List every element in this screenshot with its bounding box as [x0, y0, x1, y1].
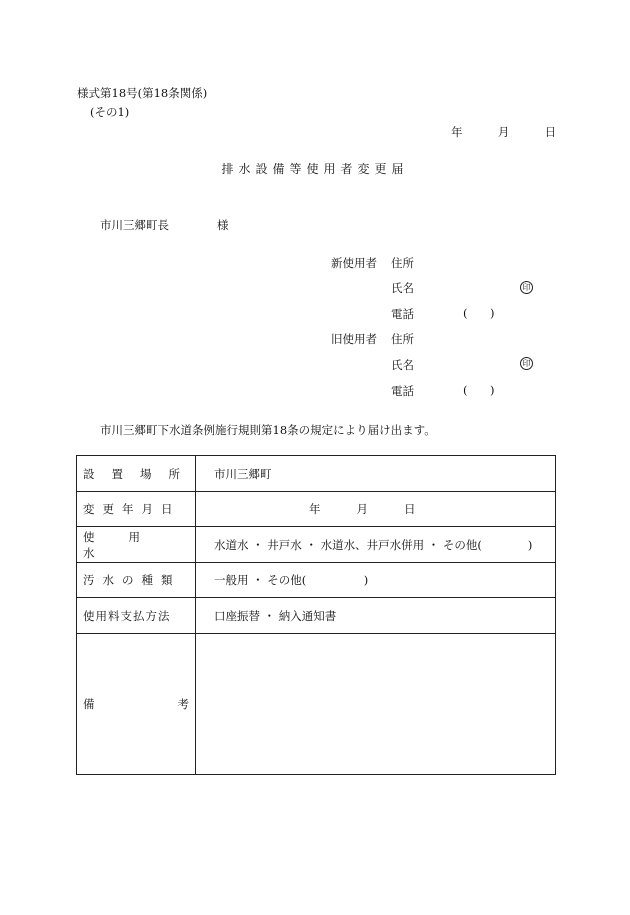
payment-method-label-cell: [77, 598, 196, 634]
table-row-location: [77, 456, 556, 492]
new-user-phone-paren-close: ): [490, 306, 495, 320]
old-user-phone-paren-close: ): [490, 383, 495, 397]
declaration-statement: 市川三郷町下水道条例施行規則第18条の規定により届け出ます。: [100, 423, 436, 437]
old-user-address-label: 住所: [391, 332, 414, 346]
addressee-honorific: 様: [217, 218, 229, 232]
old-user-seal-icon: 印: [520, 357, 533, 370]
addressee-name: 市川三郷町長: [100, 218, 169, 232]
table-row-change-date: [77, 492, 556, 527]
remarks-label-left: 備: [83, 697, 95, 711]
location-value: 市川三郷町: [196, 456, 556, 492]
table-row-water-source: [77, 527, 556, 563]
table-row-wastewater-type: [77, 563, 556, 598]
payment-method-value: 口座振替 ・ 納入通知書: [196, 598, 556, 634]
new-user-phone-label: 電話: [391, 307, 414, 321]
new-user-name-label: 氏名: [391, 281, 414, 295]
location-label-cell: [77, 456, 196, 492]
submission-date: [451, 124, 556, 140]
old-user-phone-label: 電話: [391, 384, 414, 398]
new-user-phone-paren-open: (: [463, 306, 468, 320]
water-source-value: 水道水 ・ 井戸水 ・ 水道水、井戸水併用 ・ その他( ): [196, 527, 556, 563]
date-day: 日: [544, 125, 557, 139]
location-label-text: 設置場所: [83, 466, 197, 481]
new-user-seal-icon: 印: [520, 281, 533, 294]
new-user-address-label: 住所: [391, 256, 414, 270]
water-source-label-cell: [77, 527, 196, 563]
addressee: [100, 217, 229, 233]
location-label: [83, 466, 197, 482]
water-source-label-text: 使用水: [83, 529, 174, 560]
change-date-label-text: 変更年月日: [83, 502, 181, 516]
change-date-year: 年: [309, 502, 321, 516]
table-row-payment-method: [77, 598, 556, 634]
remarks-value[interactable]: [196, 634, 556, 775]
payment-method-label-text: 使用料支払方法: [83, 608, 171, 623]
remarks-label-cell: [77, 634, 196, 775]
date-year: 年: [451, 125, 463, 139]
change-date-day: 日: [404, 502, 416, 516]
change-date-value: [196, 492, 556, 527]
change-date-label-cell: [77, 492, 196, 527]
date-month: 月: [497, 125, 510, 139]
document-title: 排水設備等使用者変更届: [221, 162, 409, 176]
remarks-label: [83, 696, 189, 712]
new-user-role: 新使用者: [331, 256, 377, 270]
wastewater-type-value: 一般用 ・ その他( ): [196, 563, 556, 598]
details-table: [76, 455, 556, 775]
wastewater-type-label-text: 汚水の種類: [83, 573, 181, 587]
sub-number: (その1): [90, 105, 130, 119]
change-date-month: 月: [356, 502, 368, 516]
form-number: 様式第18号(第18条関係): [77, 86, 208, 100]
old-user-name-label: 氏名: [391, 358, 414, 372]
remarks-label-right: 考: [177, 697, 189, 711]
old-user-role: 旧使用者: [331, 332, 377, 346]
table-row-remarks: [77, 634, 556, 775]
old-user-phone-paren-open: (: [463, 383, 468, 397]
wastewater-type-label-cell: [77, 563, 196, 598]
